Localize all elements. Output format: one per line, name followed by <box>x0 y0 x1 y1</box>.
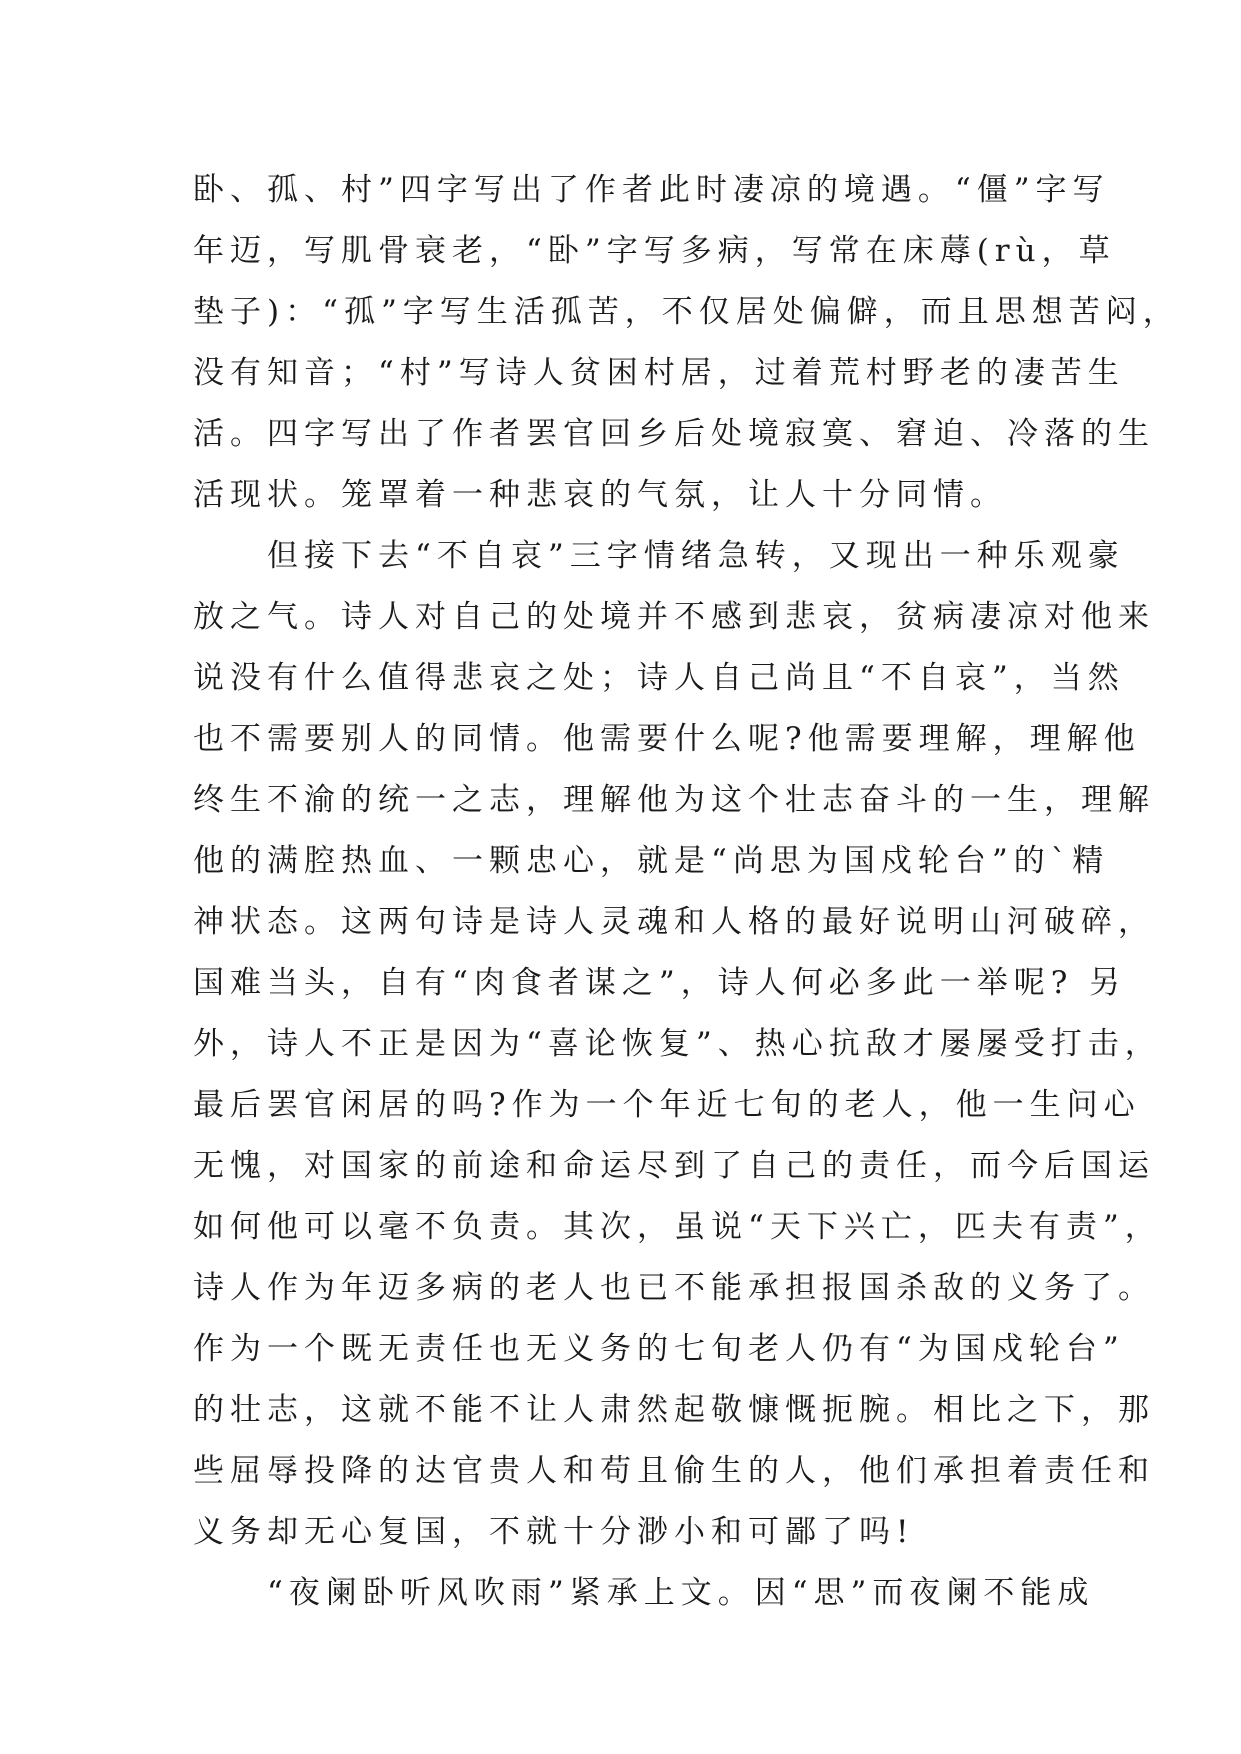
text-line: 如何他可以毫不负责。其次，虽说“天下兴亡，匹夫有责”， <box>193 1209 1162 1245</box>
text-line: 也不需要别人的同情。他需要什么呢?他需要理解，理解他 <box>193 721 1141 757</box>
text-line: 终生不渝的统一之志，理解他为这个壮志奋斗的一生，理解 <box>193 782 1155 818</box>
text-line: 的壮志，这就不能不让人肃然起敬慷慨扼腕。相比之下，那 <box>193 1392 1155 1428</box>
text-line: 卧、孤、村”四字写出了作者此时凄凉的境遇。“僵”字写 <box>193 172 1110 208</box>
text-line: 作为一个既无责任也无义务的七旬老人仍有“为国戍轮台” <box>193 1331 1125 1367</box>
text-line: 活。四字写出了作者罢官回乡后处境寂寞、窘迫、冷落的生 <box>193 416 1155 452</box>
text-line: 活现状。笼罩着一种悲哀的气氛，让人十分同情。 <box>193 477 1007 513</box>
text-line: 没有知音；“村”写诗人贫困村居，过着荒村野老的凄苦生 <box>193 355 1125 391</box>
text-line: 年迈，写肌骨衰老，“卧”字写多病，写常在床蓐(rù，草 <box>193 233 1116 269</box>
text-line: 诗人作为年迈多病的老人也已不能承担报国杀敌的义务了。 <box>193 1270 1155 1306</box>
text-line: 但接下去“不自哀”三字情绪急转，又现出一种乐观豪 <box>193 538 1125 574</box>
text-line: 垫子)：“孤”字写生活孤苦，不仅居处偏僻，而且思想苦闷， <box>193 294 1180 330</box>
text-line: “夜阑卧听风吹雨”紧承上文。因“思”而夜阑不能成 <box>193 1575 1095 1611</box>
text-line: 神状态。这两句诗是诗人灵魂和人格的最好说明山河破碎， <box>193 904 1155 940</box>
text-line: 说没有什么值得悲哀之处；诗人自己尚且“不自哀”，当然 <box>193 660 1125 696</box>
text-line: 国难当头，自有“肉食者谋之”，诗人何必多此一举呢? 另 <box>193 965 1127 1001</box>
body-text <box>193 160 1180 1624</box>
text-line: 最后罢官闲居的吗?作为一个年近七旬的老人，他一生问心 <box>193 1087 1141 1123</box>
text-line: 放之气。诗人对自己的处境并不感到悲哀，贫病凄凉对他来 <box>193 599 1155 635</box>
text-line: 义务却无心复国，不就十分渺小和可鄙了吗! <box>193 1514 915 1550</box>
text-line: 外，诗人不正是因为“喜论恢复”、热心抗敌才屡屡受打击， <box>193 1026 1162 1062</box>
text-line: 些屈辱投降的达官贵人和苟且偷生的人，他们承担着责任和 <box>193 1453 1155 1489</box>
text-line: 他的满腔热血、一颗忠心，就是“尚思为国戍轮台”的`精 <box>193 843 1110 879</box>
text-line: 无愧，对国家的前途和命运尽到了自己的责任，而今后国运 <box>193 1148 1155 1184</box>
